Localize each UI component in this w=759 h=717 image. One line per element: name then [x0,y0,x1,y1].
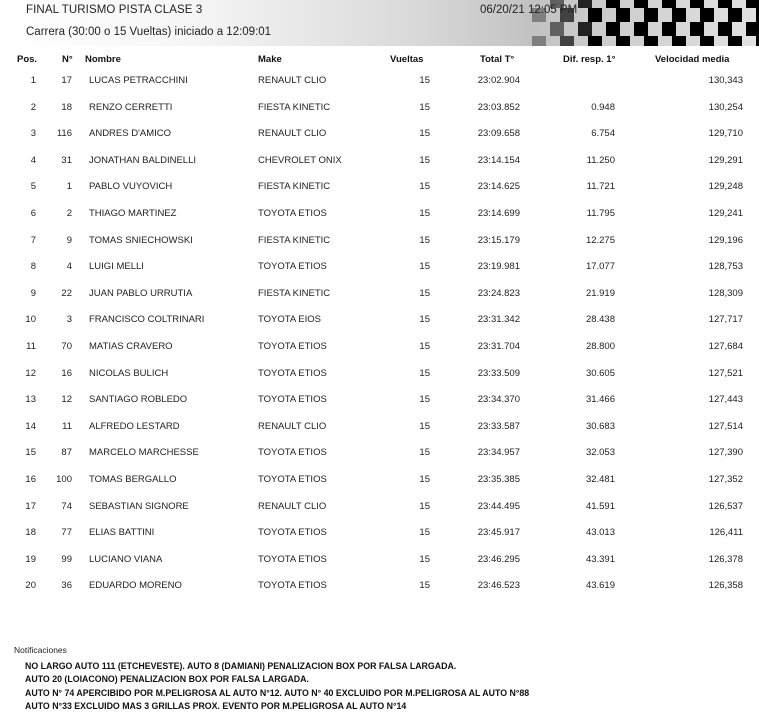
car-number-cell: 100 [56,473,72,485]
laps-cell: 15 [419,473,430,485]
gap-cell: 32.053 [585,447,615,459]
car-number-cell: 77 [61,527,72,539]
total-time-cell: 23:02.904 [477,75,520,86]
laps-cell: 15 [419,553,430,565]
car-number-cell: 18 [61,101,72,113]
driver-name-cell: JONATHAN BALDINELLI [89,154,196,166]
table-row [0,123,759,150]
avg-speed-cell: 129,710 [708,128,743,140]
laps-cell: 15 [419,128,430,140]
report-header [0,0,759,46]
total-time-cell: 23:46.295 [477,553,520,565]
avg-speed-cell: 130,254 [708,101,743,113]
avg-speed-cell: 127,390 [708,447,743,459]
laps-cell: 15 [419,420,430,432]
avg-speed-cell: 128,753 [708,261,743,273]
checker-square [634,22,648,36]
avg-speed-cell: 129,291 [708,154,743,166]
driver-name-cell: LUCIANO VIANA [89,553,163,565]
position-cell: 3 [30,128,36,140]
notification-line: AUTO N°33 EXCLUIDO MAS 3 GRILLAS PROX. EVENTO POR M.PELIGROSA AL AUTO N°14 [25,700,407,711]
checker-square [662,0,676,8]
car-make-cell: TOYOTA ETIOS [258,394,327,406]
total-time-cell: 23:33.587 [477,420,520,432]
car-make-cell: TOYOTA ETIOS [258,340,327,352]
table-header [0,51,759,69]
gap-cell: 21.919 [585,287,615,299]
checker-square [690,0,704,8]
car-number-cell: 1 [66,181,72,193]
total-time-cell: 23:19.981 [477,261,520,273]
car-make-cell: TOYOTA ETIOS [258,367,327,379]
table-row [0,416,759,443]
table-row [0,336,759,363]
laps-cell: 15 [419,447,430,459]
avg-speed-cell: 126,537 [708,500,743,512]
driver-name-cell: MARCELO MARCHESSE [89,447,199,459]
laps-cell: 15 [419,340,430,352]
laps-cell: 15 [419,261,430,273]
laps-cell: 15 [419,101,430,113]
race-title: FINAL TURISMO PISTA CLASE 3 [26,4,203,16]
car-make-cell: FIESTA KINETIC [258,287,331,299]
checker-square [746,0,759,8]
gap-cell: 6.754 [591,128,615,140]
avg-speed-cell: 126,378 [708,553,743,565]
driver-name-cell: THIAGO MARTINEZ [89,207,177,219]
position-cell: 2 [30,101,36,113]
gap-cell: 43.619 [585,580,615,592]
table-row [0,442,759,469]
car-make-cell: RENAULT CLIO [258,75,327,86]
column-header-laps: Vueltas [390,54,424,65]
driver-name-cell: JUAN PABLO URRUTIA [89,287,193,299]
column-header-pos: Pos. [17,54,38,65]
position-cell: 10 [25,314,36,326]
position-cell: 18 [25,527,36,539]
driver-name-cell: ELIAS BATTINI [89,527,155,539]
avg-speed-cell: 127,514 [708,420,743,432]
position-cell: 7 [30,234,36,246]
car-number-cell: 31 [61,154,72,166]
checker-square [616,8,630,22]
car-make-cell: TOYOTA ETIOS [258,527,327,539]
avg-speed-cell: 129,196 [708,234,743,246]
car-make-cell: TOYOTA ETIOS [258,447,327,459]
car-make-cell: RENAULT CLIO [258,420,327,432]
total-time-cell: 23:14.699 [477,207,520,219]
car-number-cell: 12 [61,394,72,406]
position-cell: 12 [25,367,36,379]
position-cell: 13 [25,394,36,406]
car-number-cell: 36 [61,580,72,592]
position-cell: 15 [25,447,36,459]
laps-cell: 15 [419,527,430,539]
driver-name-cell: RENZO CERRETTI [89,101,173,113]
driver-name-cell: TOMAS SNIECHOWSKI [89,234,193,246]
checker-square [588,8,602,22]
total-time-cell: 23:09.658 [477,128,520,140]
laps-cell: 15 [419,75,430,86]
laps-cell: 15 [419,234,430,246]
car-make-cell: FIESTA KINETIC [258,234,331,246]
gap-cell: 43.013 [585,527,615,539]
laps-cell: 15 [419,287,430,299]
gap-cell: 43.391 [585,553,615,565]
table-row [0,363,759,390]
position-cell: 6 [30,207,36,219]
car-make-cell: CHEVROLET ONIX [258,154,342,166]
table-row [0,70,759,97]
checker-square [532,36,546,46]
driver-name-cell: ANDRES D'AMICO [89,128,172,140]
checker-square [560,36,574,46]
total-time-cell: 23:31.342 [477,314,520,326]
notification-line: NO LARGO AUTO 111 (ETCHEVESTE). AUTO 8 (DAMIANI) PENALIZACION BOX POR FALSA LARGADA. [25,661,457,671]
checker-square [578,0,592,8]
avg-speed-cell: 127,684 [708,340,743,352]
position-cell: 11 [26,340,36,352]
table-row [0,256,759,283]
car-number-cell: 22 [61,287,72,299]
checker-square [672,8,686,22]
total-time-cell: 23:15.179 [477,234,520,246]
avg-speed-cell: 127,352 [708,473,743,485]
car-make-cell: FIESTA KINETIC [258,181,331,193]
position-cell: 20 [25,580,36,592]
avg-speed-cell: 126,411 [709,527,743,539]
total-time-cell: 23:14.625 [477,181,520,193]
table-row [0,230,759,257]
checker-square [718,22,732,36]
car-number-cell: 11 [62,420,72,432]
position-cell: 9 [30,287,36,299]
position-cell: 1 [30,75,36,86]
total-time-cell: 23:14.154 [477,154,520,166]
total-time-cell: 23:34.957 [477,447,520,459]
position-cell: 5 [30,181,36,193]
table-row [0,496,759,523]
column-header-make: Make [258,54,282,65]
position-cell: 16 [25,473,36,485]
position-cell: 4 [30,154,36,166]
laps-cell: 15 [419,154,430,166]
car-make-cell: TOYOTA ETIOS [258,261,327,273]
gap-cell: 0.948 [591,101,615,113]
laps-cell: 15 [419,181,430,193]
driver-name-cell: LUCAS PETRACCHINI [89,75,188,86]
avg-speed-cell: 127,443 [708,394,743,406]
total-time-cell: 23:46.523 [477,580,520,592]
avg-speed-cell: 127,521 [708,367,743,379]
driver-name-cell: LUIGI MELLI [89,261,144,273]
column-header-total: Total T° [480,54,515,65]
table-row [0,176,759,203]
gap-cell: 31.466 [585,394,615,406]
avg-speed-cell: 128,309 [708,287,743,299]
checker-square [634,0,648,8]
car-make-cell: TOYOTA ETIOS [258,473,327,485]
checker-square [550,22,564,36]
avg-speed-cell: 127,717 [708,314,743,326]
avg-speed-cell: 126,358 [708,580,743,592]
race-subtitle: Carrera (30:00 o 15 Vueltas) iniciado a 12:09:01 [26,26,272,38]
laps-cell: 15 [419,394,430,406]
driver-name-cell: MATIAS CRAVERO [89,340,173,352]
gap-cell: 11.795 [586,207,615,219]
car-make-cell: TOYOTA ETIOS [258,207,327,219]
table-row [0,203,759,230]
column-header-diff: Dif. resp. 1° [563,54,616,65]
gap-cell: 28.438 [585,314,615,326]
position-cell: 8 [30,261,36,273]
checker-square [606,0,620,8]
car-number-cell: 16 [61,367,72,379]
notification-line: AUTO N° 74 APERCIBIDO POR M.PELIGROSA AL AUTO N°12. AUTO N° 40 EXCLUIDO POR M.PELIGROSA AL AUTO N°88 [25,687,530,698]
column-header-speed: Velocidad media [655,54,730,65]
checker-square [690,22,704,36]
column-header-num: N° [62,54,73,65]
avg-speed-cell: 129,248 [708,181,743,193]
driver-name-cell: NICOLAS BULICH [89,367,169,379]
checker-square [728,36,742,46]
notification-line: AUTO 20 (LOIACONO) PENALIZACION BOX POR FALSA LARGADA. [25,674,309,685]
car-number-cell: 3 [66,314,72,326]
notifications-title: Notificaciones [14,645,67,655]
driver-name-cell: SANTIAGO ROBLEDO [89,394,188,406]
gap-cell: 41.591 [585,500,615,512]
table-row [0,97,759,124]
driver-name-cell: EDUARDO MORENO [89,580,182,592]
car-number-cell: 87 [61,447,72,459]
checker-square [644,8,658,22]
laps-cell: 15 [419,500,430,512]
table-row [0,309,759,336]
column-header-name: Nombre [85,54,121,65]
gap-cell: 11.250 [586,154,615,166]
checker-square [718,0,732,8]
driver-name-cell: TOMAS BERGALLO [89,473,177,485]
laps-cell: 15 [419,367,430,379]
car-number-cell: 17 [61,75,72,86]
car-number-cell: 99 [61,553,72,565]
position-cell: 14 [25,420,36,432]
driver-name-cell: PABLO VUYOVICH [89,181,173,193]
checker-square [606,22,620,36]
gap-cell: 30.683 [585,420,615,432]
checker-square [672,36,686,46]
gap-cell: 30.605 [585,367,615,379]
total-time-cell: 23:35.385 [477,473,520,485]
table-row [0,150,759,177]
total-time-cell: 23:34.370 [477,394,520,406]
checker-square [588,36,602,46]
car-number-cell: 70 [61,340,72,352]
total-time-cell: 23:44.495 [477,500,520,512]
car-number-cell: 74 [61,500,72,512]
car-make-cell: TOYOTA ETIOS [258,553,327,565]
gap-cell: 11.721 [586,181,615,193]
laps-cell: 15 [419,314,430,326]
checker-square [662,22,676,36]
car-make-cell: TOYOTA ETIOS [258,580,327,592]
avg-speed-cell: 129,241 [708,207,743,219]
car-number-cell: 116 [56,128,72,140]
table-row [0,549,759,576]
table-row [0,575,759,602]
total-time-cell: 23:24.823 [477,287,520,299]
table-row [0,522,759,549]
car-make-cell: TOYOTA EIOS [258,314,321,326]
checker-square [700,36,714,46]
gap-cell: 28.800 [585,340,615,352]
checker-square [728,8,742,22]
car-number-cell: 4 [66,261,72,273]
laps-cell: 15 [419,580,430,592]
car-number-cell: 9 [66,234,72,246]
car-make-cell: RENAULT CLIO [258,500,327,512]
checker-square [616,36,630,46]
table-row [0,389,759,416]
table-row [0,469,759,496]
gap-cell: 12.275 [585,234,615,246]
position-cell: 17 [25,500,36,512]
checker-square [578,22,592,36]
notifications-list [25,660,755,713]
results-table [0,70,759,602]
car-make-cell: FIESTA KINETIC [258,101,331,113]
driver-name-cell: FRANCISCO COLTRINARI [89,314,205,326]
gap-cell: 32.481 [585,473,615,485]
total-time-cell: 23:33.509 [477,367,520,379]
total-time-cell: 23:31.704 [477,340,520,352]
gap-cell: 17.077 [585,261,615,273]
checker-square [746,22,759,36]
avg-speed-cell: 130,343 [708,75,743,86]
car-make-cell: RENAULT CLIO [258,128,327,140]
total-time-cell: 23:03.852 [477,101,520,113]
table-row [0,283,759,310]
driver-name-cell: SEBASTIAN SIGNORE [89,500,189,512]
driver-name-cell: ALFREDO LESTARD [89,420,180,432]
laps-cell: 15 [419,207,430,219]
checker-square [644,36,658,46]
total-time-cell: 23:45.917 [477,527,520,539]
position-cell: 19 [25,553,36,565]
report-datetime: 06/20/21 12:05 PM [480,4,578,16]
car-number-cell: 2 [66,207,72,219]
checker-square [700,8,714,22]
